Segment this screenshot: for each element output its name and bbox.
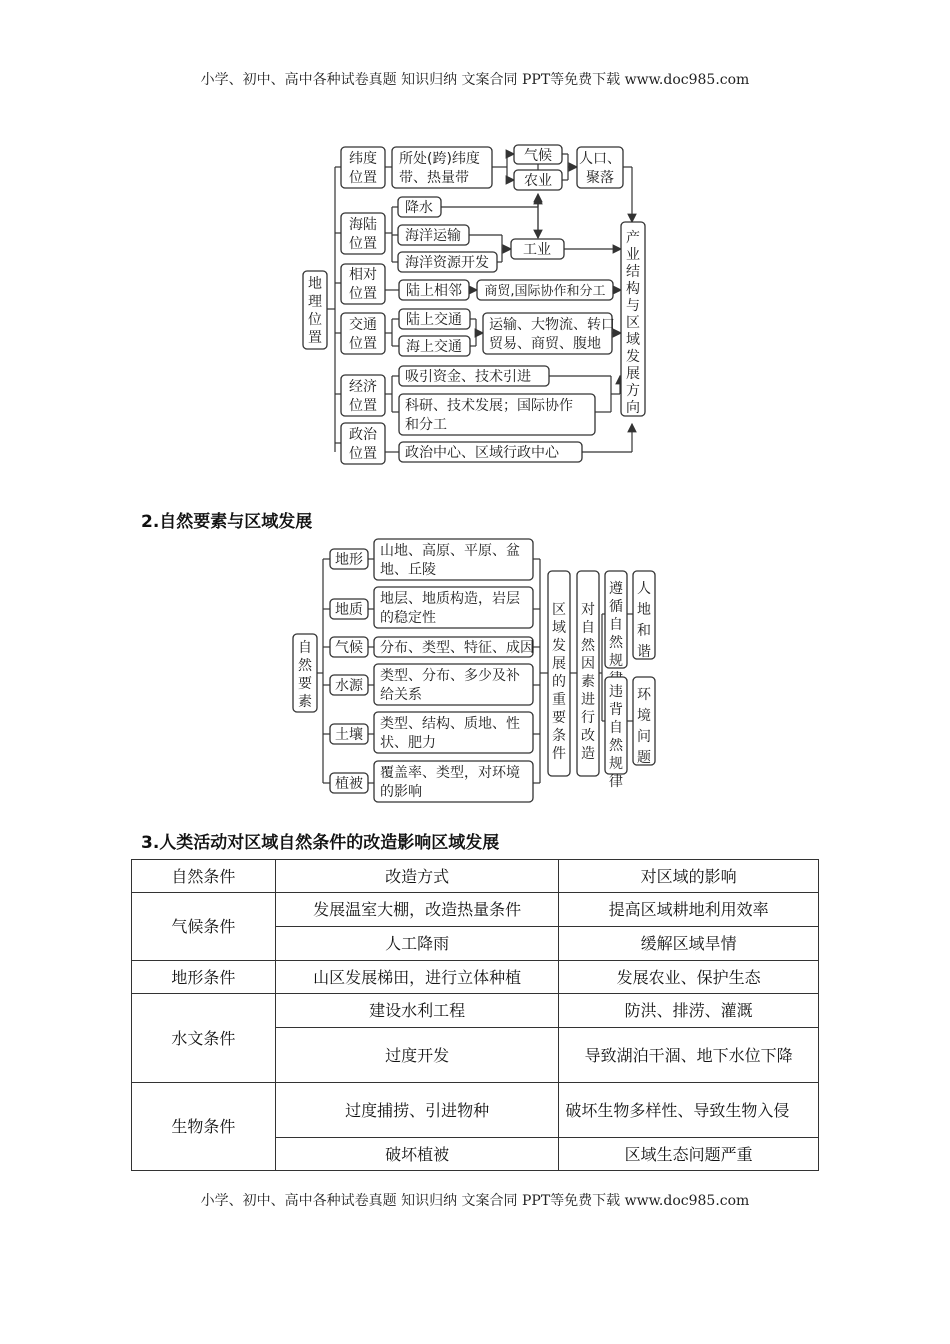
violate-box [605, 677, 627, 790]
importance-label: 区域发展的重要条件 [552, 602, 566, 762]
harmony-box [633, 571, 655, 660]
category-label: 经济 [349, 379, 377, 395]
table-row [132, 994, 819, 1028]
sea-transport-label: 海上交通 [406, 339, 462, 355]
page-footer: 小学、初中、高中各种试卷真题 知识归纳 文案合同 PPT等免费下载 www.doc985.com [200, 1193, 750, 1209]
element-name: 地质 [335, 602, 363, 618]
element-name: 土壤 [335, 727, 363, 743]
method-cell: 人工降雨 [275, 927, 559, 961]
industry-box [511, 239, 564, 259]
method-cell: 破坏植被 [275, 1138, 559, 1171]
impact-cell: 缓解区域旱情 [559, 927, 819, 961]
climate-label: 气候 [524, 148, 552, 164]
climate-box [514, 145, 562, 164]
population-line2: 聚落 [586, 170, 614, 186]
category-economic [341, 375, 385, 416]
natural-elements-diagram [0, 530, 950, 810]
category-label: 位置 [349, 336, 377, 352]
land-transport-box [399, 309, 470, 329]
table-row [132, 1083, 819, 1138]
category-label: 位置 [349, 286, 377, 302]
precipitation-box [398, 197, 441, 217]
research-box [399, 394, 595, 435]
lat-band-box [392, 147, 492, 188]
sea-transport-box [399, 336, 470, 356]
category-label: 纬度 [349, 151, 377, 167]
element-desc: 的稳定性 [380, 610, 436, 626]
location-diagram [0, 0, 950, 480]
table-row [132, 961, 819, 994]
category-transport [341, 313, 385, 354]
importance-box [548, 571, 570, 776]
element-geology [330, 587, 533, 628]
header-cell: 对区域的影响 [559, 860, 819, 893]
impact-cell: 区域生态问题严重 [559, 1138, 819, 1171]
impact-cell: 防洪、排涝、灌溉 [559, 994, 819, 1028]
category-label: 位置 [349, 398, 377, 414]
transport-effects-box [483, 313, 615, 354]
outcome-label: 产业结构与区域发展方向 [626, 230, 640, 416]
lat-band-line1: 所处(跨)纬度 [399, 151, 480, 167]
element-name: 水源 [335, 678, 363, 694]
lat-band-line2: 带、热量带 [399, 170, 469, 186]
harmony-label: 人地和谐 [637, 581, 651, 660]
capital-label: 吸引资金、技术引进 [405, 369, 531, 385]
transport-effects-line1: 运输、大物流、转口 [489, 317, 615, 333]
header-cell: 自然条件 [132, 860, 276, 893]
element-terrain [330, 539, 533, 580]
condition-cell: 水文条件 [132, 994, 276, 1083]
problems-box [633, 677, 655, 766]
page-header: 小学、初中、高中各种试卷真题 知识归纳 文案合同 PPT等免费下载 www.doc985.com [200, 72, 750, 88]
section2-heading: 2.自然要素与区域发展 [141, 512, 313, 532]
transform-label: 对自然因素进行改造 [581, 602, 595, 762]
precipitation-label: 降水 [405, 200, 433, 216]
element-water [330, 664, 533, 705]
category-label: 交通 [349, 317, 377, 333]
research-line1: 科研、技术发展；国际协作 [405, 398, 573, 414]
table-header-row [132, 860, 819, 893]
ocean-resources-label: 海洋资源开发 [405, 255, 489, 271]
category-label: 政治 [349, 427, 377, 443]
diagram1-root-label: 地理位置 [308, 276, 322, 346]
element-desc: 覆盖率、类型，对环境 [380, 765, 520, 781]
element-name: 气候 [335, 640, 363, 656]
method-cell: 过度开发 [275, 1028, 559, 1083]
method-cell: 山区发展梯田，进行立体种植 [275, 961, 559, 994]
condition-cell: 地形条件 [132, 961, 276, 994]
ocean-transport-box [398, 225, 469, 245]
transport-effects-line2: 贸易、商贸、腹地 [489, 336, 601, 352]
transform-box [577, 571, 599, 776]
political-box [399, 442, 582, 462]
follow-box [605, 571, 627, 687]
trade-coop-box [477, 280, 613, 300]
category-land-sea [341, 213, 385, 254]
header-cell: 改造方式 [275, 860, 559, 893]
category-relative [341, 264, 385, 304]
element-desc: 地、丘陵 [380, 562, 436, 578]
impact-cell: 发展农业、保护生态 [559, 961, 819, 994]
category-political [341, 423, 385, 464]
violate-label: 违背自然规律 [609, 684, 623, 790]
element-desc: 类型、结构、质地、性 [380, 716, 520, 732]
ocean-transport-label: 海洋运输 [405, 228, 461, 244]
category-label: 位置 [349, 170, 377, 186]
element-desc: 地层、地质构造，岩层 [380, 591, 520, 607]
diagram2-root [293, 634, 317, 712]
condition-cell: 生物条件 [132, 1083, 276, 1171]
capital-box [399, 366, 549, 386]
land-transport-label: 陆上交通 [406, 312, 462, 328]
impact-cell: 导致湖泊干涸、地下水位下降 [559, 1028, 819, 1083]
effects-table [131, 859, 819, 1171]
ocean-resources-box [398, 252, 497, 272]
land-neighbor-label: 陆上相邻 [406, 283, 462, 299]
category-label: 海陆 [349, 217, 377, 233]
research-line2: 和分工 [405, 417, 447, 433]
element-name: 地形 [335, 552, 363, 568]
political-label: 政治中心、区域行政中心 [405, 445, 559, 461]
method-cell: 发展温室大棚，改造热量条件 [275, 893, 559, 927]
element-soil [330, 712, 533, 753]
category-label: 位置 [349, 446, 377, 462]
element-desc: 的影响 [380, 784, 422, 800]
industry-label: 工业 [523, 242, 551, 258]
impact-cell: 提高区域耕地利用效率 [559, 893, 819, 927]
method-cell: 建设水利工程 [275, 994, 559, 1028]
land-neighbor-box [399, 280, 469, 300]
impact-cell: 破坏生物多样性、导致生物入侵 [559, 1083, 819, 1138]
condition-cell: 气候条件 [132, 893, 276, 961]
element-desc: 山地、高原、平原、盆 [380, 543, 520, 559]
category-label: 位置 [349, 236, 377, 252]
trade-coop-label: 商贸,国际协作和分工 [484, 284, 606, 299]
method-cell: 过度捕捞、引进物种 [275, 1083, 559, 1138]
table-row [132, 893, 819, 927]
element-desc: 分布、类型、特征、成因 [380, 640, 534, 656]
element-desc: 给关系 [380, 687, 422, 703]
outcome-box [621, 222, 645, 416]
population-box [577, 147, 623, 188]
diagram1-root [303, 271, 327, 349]
category-latitude [341, 147, 385, 188]
element-name: 植被 [335, 776, 363, 792]
element-vegetation [330, 761, 533, 802]
element-climate [330, 637, 534, 657]
agriculture-label: 农业 [524, 173, 552, 189]
element-desc: 状、肥力 [380, 735, 436, 751]
category-label: 相对 [349, 267, 377, 283]
agriculture-box [514, 170, 562, 190]
section3-heading: 3.人类活动对区域自然条件的改造影响区域发展 [141, 833, 500, 853]
element-desc: 类型、分布、多少及补 [380, 668, 520, 684]
follow-label: 遵循自然规 [609, 581, 623, 669]
diagram2-root-label: 自然要素 [298, 640, 312, 710]
population-line1: 人口、 [579, 151, 621, 167]
problems-label: 环境问题 [637, 687, 651, 766]
